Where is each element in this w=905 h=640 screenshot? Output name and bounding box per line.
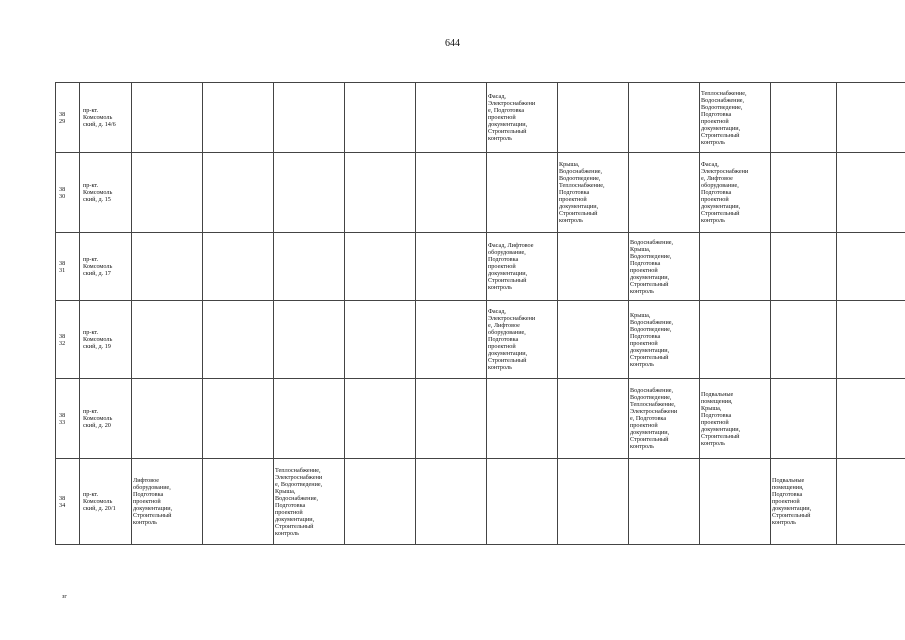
- works-cell: Лифтовое оборудование, Подготовка проектной документации, Строительный контроль: [132, 459, 203, 545]
- works-cell: [558, 379, 629, 459]
- works-cell: [203, 379, 274, 459]
- works-cell: [132, 233, 203, 301]
- works-cell: Крыша, Водоснабжение, Водоотведение, Теплоснабжение, Подготовка проектной документации, Строительный контроль: [558, 153, 629, 233]
- works-cell: [771, 301, 837, 379]
- works-cell: [345, 233, 416, 301]
- works-cell: [837, 83, 905, 153]
- works-cell: [416, 233, 487, 301]
- footer-mark: зг: [62, 594, 67, 600]
- works-cell: [345, 83, 416, 153]
- works-cell: [203, 153, 274, 233]
- works-cell: [837, 153, 905, 233]
- table-row: [56, 379, 905, 459]
- row-number: 38 33: [56, 379, 80, 459]
- row-number: 38 32: [56, 301, 80, 379]
- row-number: 38 29: [56, 83, 80, 153]
- works-cell: [837, 379, 905, 459]
- table-row: [56, 459, 905, 545]
- works-cell: [345, 379, 416, 459]
- works-cell: [274, 83, 345, 153]
- works-cell: [416, 153, 487, 233]
- works-cell: [700, 301, 771, 379]
- table-row: [56, 301, 905, 379]
- works-cell: Теплоснабжение, Электроснабжени е, Водоотведение, Крыша, Водоснабжение, Подготовка проектной документации, Строительный контроль: [274, 459, 345, 545]
- works-cell: Подвальные помещения, Крыша, Подготовка проектной документации, Строительный контроль: [700, 379, 771, 459]
- address-cell: пр-кт. Комсомоль ский, д. 19: [80, 301, 132, 379]
- works-cell: [132, 301, 203, 379]
- works-cell: [203, 459, 274, 545]
- works-cell: [771, 83, 837, 153]
- works-cell: Фасад, Электроснабжени е, Лифтовое оборудование, Подготовка проектной документации, Строительный контроль: [700, 153, 771, 233]
- works-cell: [274, 301, 345, 379]
- works-cell: Подвальные помещения, Подготовка проектной документации, Строительный контроль: [771, 459, 837, 545]
- works-cell: [771, 233, 837, 301]
- row-number: 38 31: [56, 233, 80, 301]
- works-cell: [203, 233, 274, 301]
- works-cell: [837, 301, 905, 379]
- works-cell: [558, 459, 629, 545]
- works-cell: [345, 459, 416, 545]
- works-cell: [629, 153, 700, 233]
- works-cell: [132, 153, 203, 233]
- works-cell: [771, 379, 837, 459]
- works-cell: [416, 379, 487, 459]
- table-row: [56, 233, 905, 301]
- works-cell: [416, 459, 487, 545]
- works-cell: [203, 301, 274, 379]
- works-cell: [771, 153, 837, 233]
- works-cell: Фасад, Электроснабжени е, Подготовка проектной документации, Строительный контроль: [487, 83, 558, 153]
- address-cell: пр-кт. Комсомоль ский, д. 15: [80, 153, 132, 233]
- works-cell: Фасад, Лифтовое оборудование, Подготовка проектной документации, Строительный контроль: [487, 233, 558, 301]
- works-table: [55, 82, 905, 545]
- works-cell: [700, 233, 771, 301]
- address-cell: пр-кт. Комсомоль ский, д. 20/1: [80, 459, 132, 545]
- address-cell: пр-кт. Комсомоль ский, д. 17: [80, 233, 132, 301]
- address-cell: пр-кт. Комсомоль ский, д. 20: [80, 379, 132, 459]
- works-cell: Теплоснабжение, Водоснабжение, Водоотведение, Подготовка проектной документации, Строительный контроль: [700, 83, 771, 153]
- row-number: 38 34: [56, 459, 80, 545]
- works-cell: [837, 459, 905, 545]
- works-cell: [487, 153, 558, 233]
- works-cell: [629, 83, 700, 153]
- works-cell: [274, 233, 345, 301]
- works-cell: [629, 459, 700, 545]
- works-cell: [274, 379, 345, 459]
- works-cell: [558, 83, 629, 153]
- works-cell: [487, 379, 558, 459]
- works-cell: [700, 459, 771, 545]
- address-cell: пр-кт. Комсомоль ский, д. 14/6: [80, 83, 132, 153]
- works-cell: [416, 83, 487, 153]
- works-cell: [345, 153, 416, 233]
- page-number: 644: [445, 38, 460, 49]
- row-number: 38 30: [56, 153, 80, 233]
- works-cell: [132, 379, 203, 459]
- works-cell: [837, 233, 905, 301]
- works-cell: [132, 83, 203, 153]
- works-cell: Фасад, Электроснабжени е, Лифтовое оборудование, Подготовка проектной документации, Строительный контроль: [487, 301, 558, 379]
- works-cell: [345, 301, 416, 379]
- works-cell: [558, 301, 629, 379]
- works-cell: [416, 301, 487, 379]
- works-cell: [203, 83, 274, 153]
- table-row: [56, 83, 905, 153]
- table-row: [56, 153, 905, 233]
- works-cell: [558, 233, 629, 301]
- works-cell: [274, 153, 345, 233]
- works-cell: Водоснабжение, Крыша, Водоотведение, Подготовка проектной документации, Строительный контроль: [629, 233, 700, 301]
- works-cell: [487, 459, 558, 545]
- works-cell: Крыша, Водоснабжение, Водоотведение, Подготовка проектной документации, Строительный контроль: [629, 301, 700, 379]
- works-cell: Водоснабжение, Водоотведение, Теплоснабжение, Электроснабжени е, Подготовка проектной документации, Строительный контроль: [629, 379, 700, 459]
